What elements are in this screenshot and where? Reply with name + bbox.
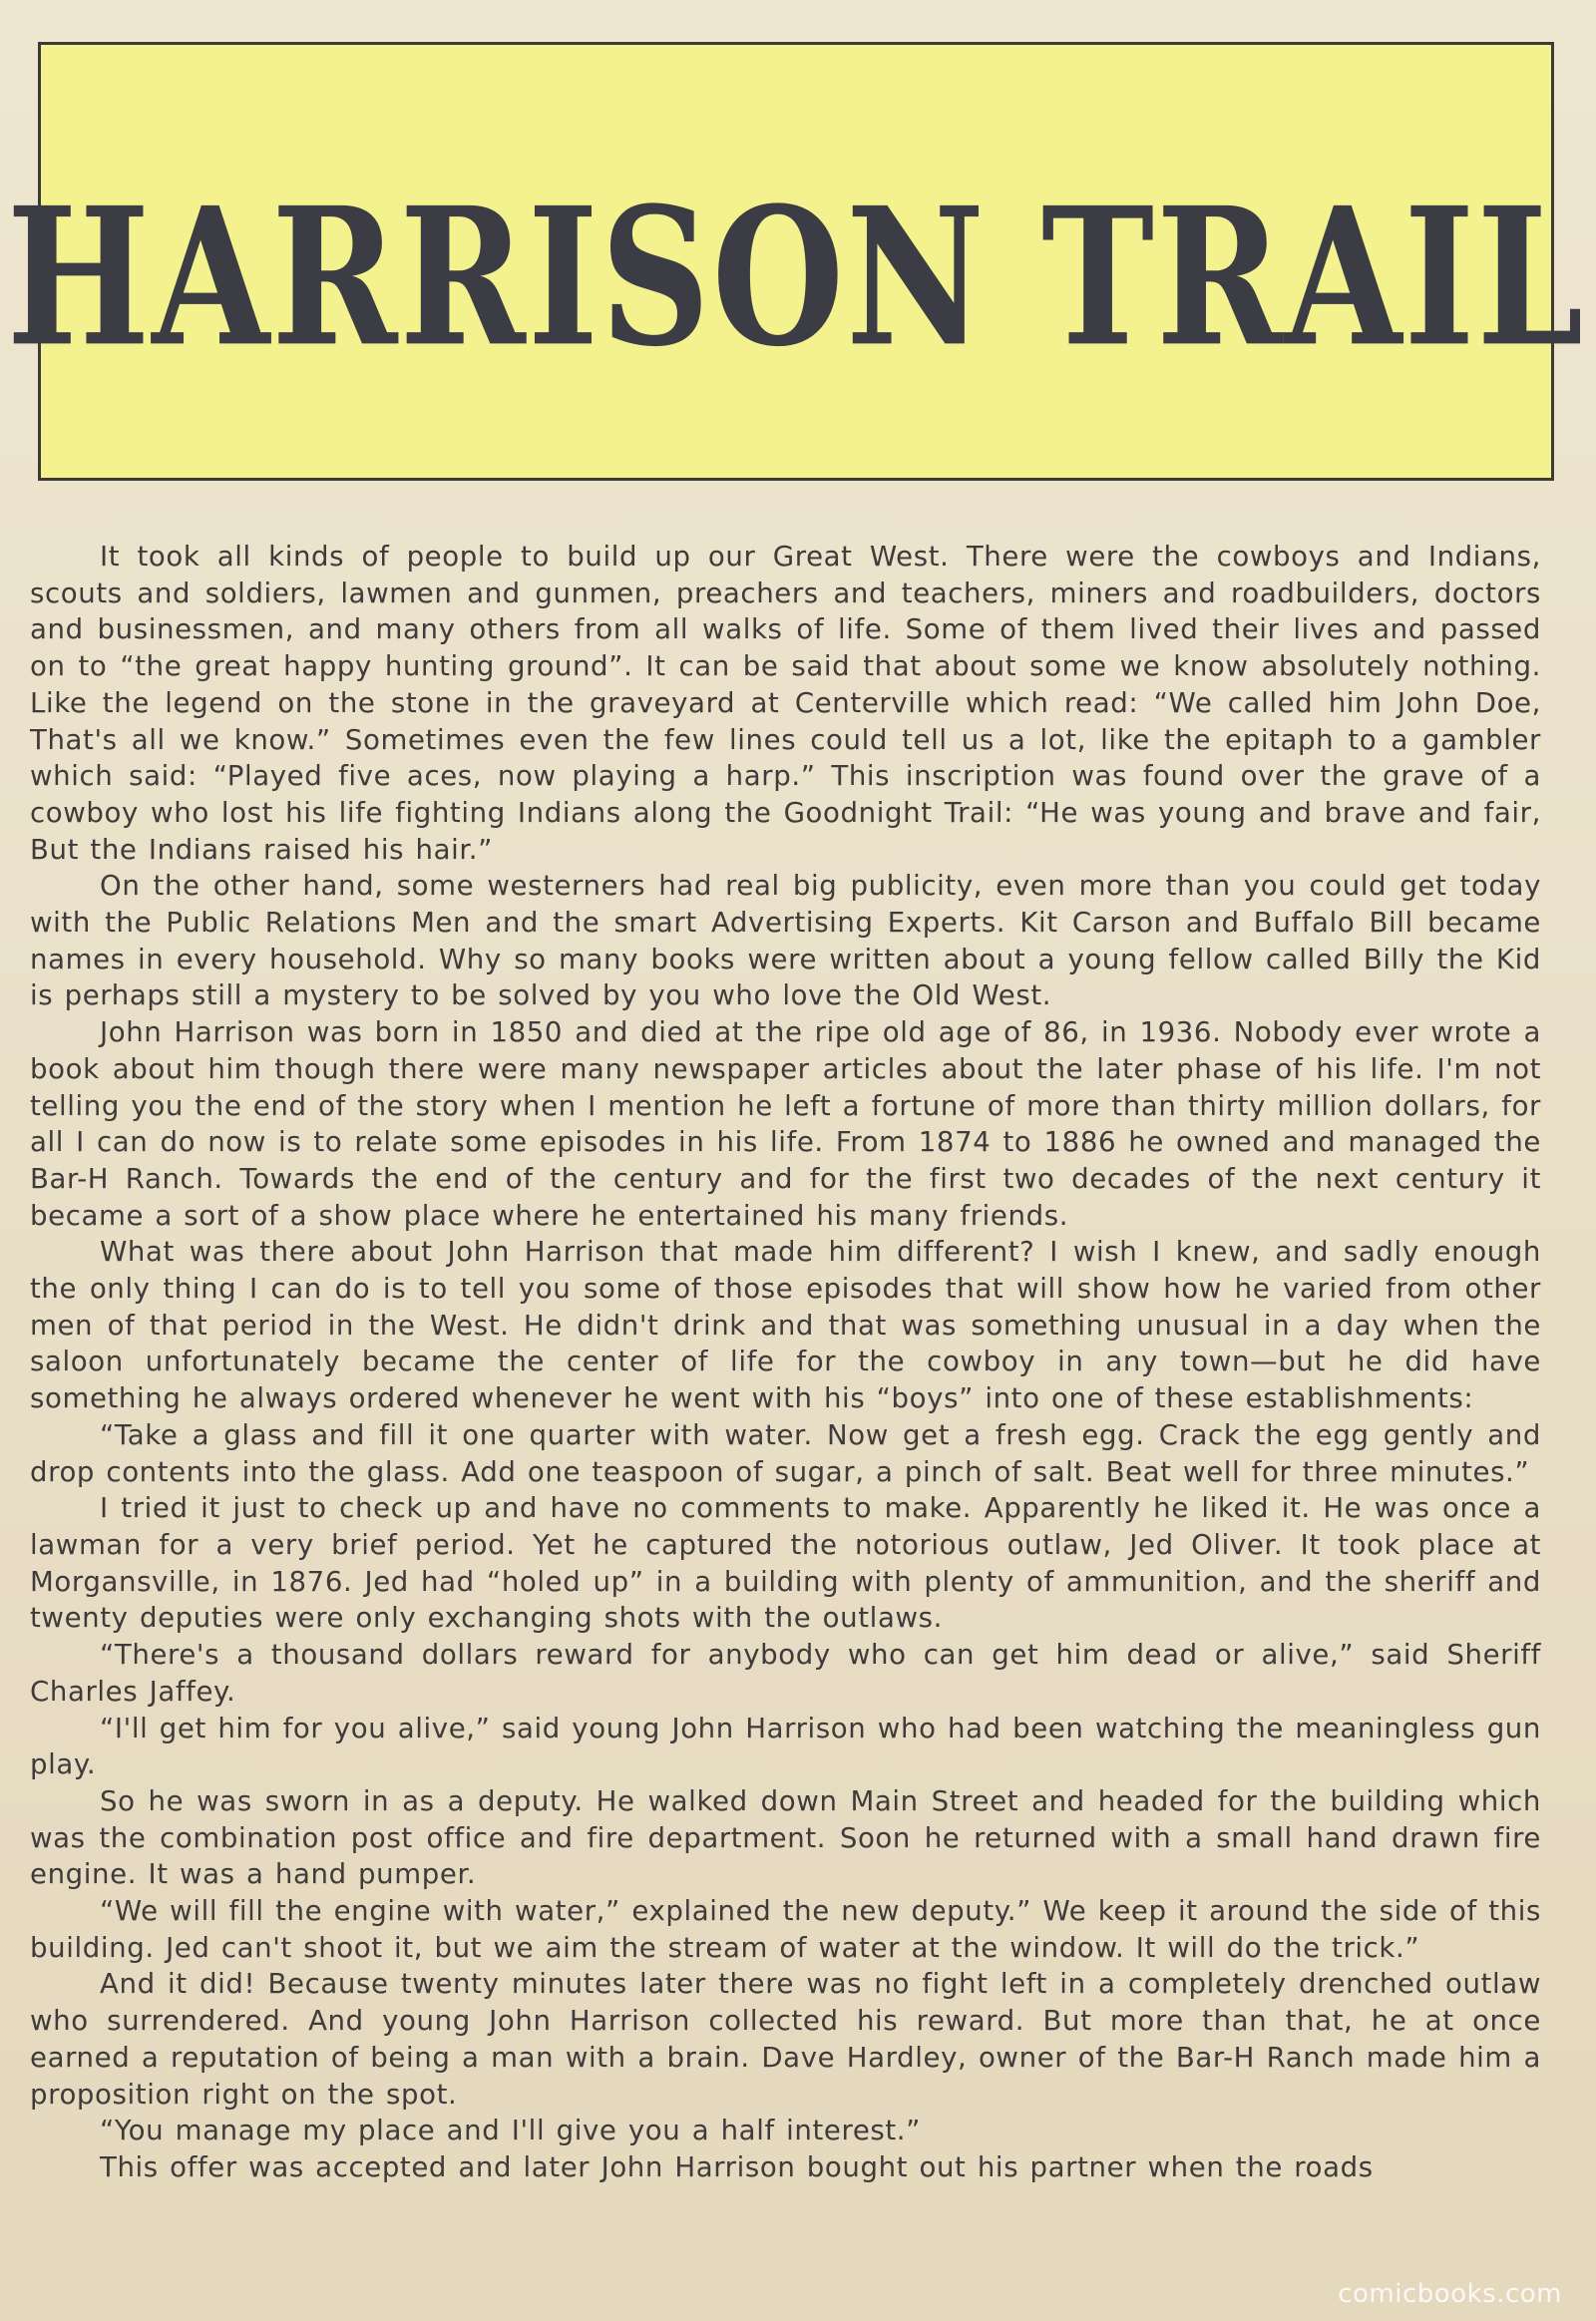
paragraph: What was there about John Harrison that made him different? I wish I knew, and sadly enough the only thing I can do is to tell you some of those episodes that will show how he varied from other men of that period in the West. He didn't drink and that was something unusual in a day when the saloon unfortunately became the center of life for the cowboy in any town—but he did have something he always ordered whenever he went with his “boys” into one of these establishments: (30, 1235, 1541, 1415)
paragraph: John Harrison was born in 1850 and died at the ripe old age of 86, in 1936. Nobody ever wrote a book about him though there were many newspaper articles about the later phase of his life. I'm not telling you the end of the story when I mention he left a fortune of more than thirty million dollars, for all I can do now is to relate some episodes in his life. From 1874 to 1886 he owned and managed the Bar-H Ranch. Towards the end of the century and for the first two decades of the next century it became a sort of a show place where he entertained his many friends. (30, 1015, 1541, 1232)
paragraph: It took all kinds of people to build up our Great West. There were the cowboys and Indians, scouts and soldiers, lawmen and gunmen, preachers and teachers, miners and roadbuilders, doctors and businessmen, and many others from all walks of life. Some of them lived their lives and passed on to “the great happy hunting ground”. It can be said that about some we know absolutely nothing. Like the legend on the stone in the graveyard at Centerville which read: “We called him John Doe, That's all we know.” Sometimes even the few lines could tell us a lot, like the epitaph to a gambler which said: “Played five aces, now playing a harp.” This inscription was found over the grave of a cowboy who lost his life fighting Indians along the Goodnight Trail: “He was young and brave and fair, But the Indians raised his hair.” (30, 540, 1541, 866)
paragraph: “You manage my place and I'll give you a half interest.” (100, 2114, 922, 2147)
paragraph: This offer was accepted and later John Harrison bought out his partner when the roads (100, 2149, 1374, 2183)
paragraph: And it did! Because twenty minutes later there was no fight left in a completely drenched outlaw who surrendered. And young John Harrison collected his reward. But more than that, he at once earned a reputation of being a man with a brain. Dave Hardley, owner of the Bar-H Ranch made him a proposition right on the spot. (30, 1967, 1541, 2111)
paragraph: “We will fill the engine with water,” explained the new deputy.” We keep it around the side of this building. Jed can't shoot it, but we aim the stream of water at the window. It will do the trick.” (30, 1894, 1541, 1964)
page-title: HARRISON TRAIL (6, 165, 1586, 388)
paragraph: So he was sworn in as a deputy. He walked down Main Street and headed for the building which was the combination post office and fire department. Soon he returned with a small hand drawn fire engine. It was a hand pumper. (30, 1783, 1541, 1891)
paragraph: “Take a glass and fill it one quarter with water. Now get a fresh egg. Crack the egg gently and drop contents into the glass. Add one teaspoon of sugar, a pinch of salt. Beat well for three minutes.” (30, 1417, 1541, 1488)
paragraph: I tried it just to check up and have no comments to make. Apparently he liked it. He was once a lawman for a very brief period. Yet he captured the notorious outlaw, Jed Oliver. It took place at Morgansville, in 1876. Jed had “holed up” in a building with plenty of ammunition, and the sheriff and twenty deputies were only exchanging shots with the outlaws. (30, 1491, 1541, 1635)
article-body (30, 539, 1541, 2186)
paragraph: “There's a thousand dollars reward for anybody who can get him dead or alive,” said Sheriff Charles Jaffey. (30, 1638, 1541, 1708)
paragraph: “I'll get him for you alive,” said young John Harrison who had been watching the meaningless gun play. (30, 1711, 1541, 1781)
title-banner (6, 42, 1586, 481)
paragraph: On the other hand, some westerners had real big publicity, even more than you could get today with the Public Relations Men and the smart Advertising Experts. Kit Carson and Buffalo Bill became names in every household. Why so many books were written about a young fellow called Billy the Kid is perhaps still a mystery to be solved by you who love the Old West. (30, 869, 1541, 1012)
watermark: comicbooks.com (1338, 2279, 1562, 2309)
